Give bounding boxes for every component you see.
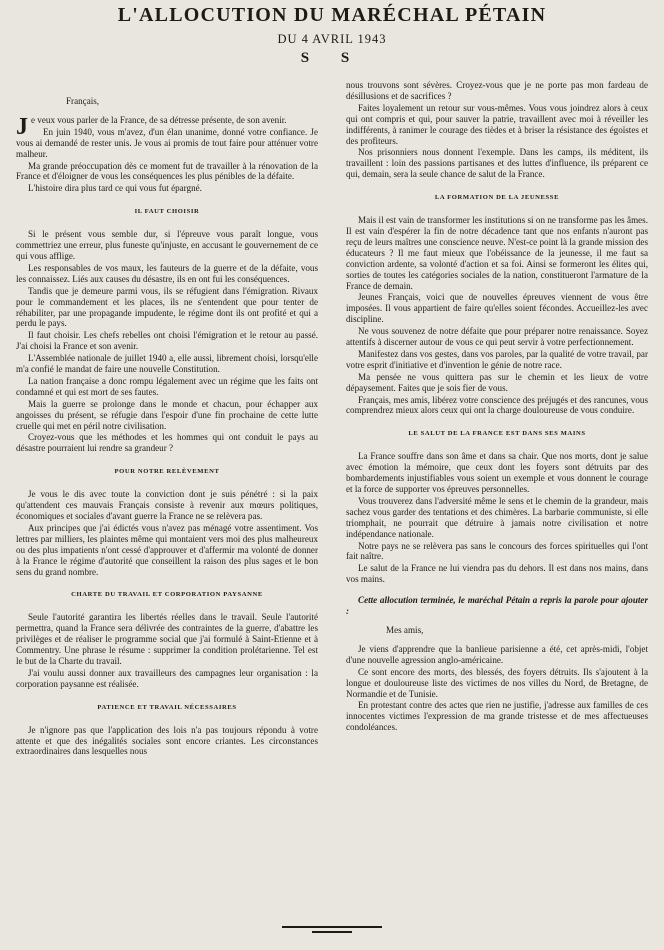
- section-heading: POUR NOTRE RELÈVEMENT: [114, 468, 220, 476]
- paragraph: Je vous le dis avec toute la conviction dont je suis pénétré : si la paix qu'attendent ces mauvais Français consiste à revenir aux mœurs politiques, économiques et sociales d'avant guerre la France ne se relèvera pas.: [16, 489, 318, 521]
- left-column: [16, 96, 318, 876]
- paragraph: Si le présent vous semble dur, si l'épreuve vous paraît longue, vous commettriez une erreur, plus funeste qu'injuste, en accusant le gouvernement de ce qui vous afflige.: [16, 229, 318, 261]
- postscript-intro: Cette allocution terminée, le maréchal Pétain a repris la parole pour ajouter :: [346, 595, 648, 617]
- paragraph: La France souffre dans son âme et dans sa chair. Que nos morts, dont je salue avec émotion la mémoire, que ceux dont les foyers sont détruits par des bombardements injustifiables vous soient un exemple et vous donnent le courage et la force de supporter vos épreuves personnelles.: [346, 451, 648, 494]
- section-heading: IL FAUT CHOISIR: [134, 208, 200, 216]
- paragraph: Jeunes Français, voici que de nouvelles épreuves viennent de vous être imposées. Il vous appartient de faire qu'elles soient fécondes. Accueillez-les avec discipline.: [346, 292, 648, 325]
- salutation: Français,: [66, 96, 100, 106]
- paragraph: Mais la guerre se prolonge dans le monde et chacun, pour échapper aux angoisses du présent, se réfugie dans l'espoir d'une fin prochaine de cette lutte cruelle qui met en péril notre civilisation.: [16, 398, 318, 431]
- paragraph-text: e veux vous parler de la France, de sa détresse présente, de son avenir.: [31, 114, 287, 125]
- paragraph: Français, mes amis, libérez votre conscience des préjugés et des rancunes, vous comprendrez mieux alors ceux qui ont la charge douloureuse de vous conduire.: [346, 394, 648, 416]
- paragraph: Mais il est vain de transformer les institutions si on ne transforme pas les âmes. Il est vain d'espérer la fin de notre décadence tant que nos enfants n'auront pas reçu de leurs maîtres une conscience neuve. N'est-ce point là la grande mission des éducateurs ? Il me faut mieux que l'obéissance de la jeunesse, il me faut sa conviction ardente, sa volonté d'action et sa foi. Ainsi se formeront les élites qui, sorties de toutes les catégories sociales de la nation, constitueront l'armature de la France de demain.: [346, 215, 648, 291]
- end-ornament-rule: [282, 924, 382, 936]
- paragraph: Ma grande préoccupation dès ce moment fut de travailler à la rénovation de la France et d'éloigner de vous les conséquences les plus pénibles de la défaite.: [16, 160, 318, 182]
- ornament: S S: [300, 50, 364, 66]
- paragraph: En protestant contre des actes que rien ne justifie, j'adresse aux familles de ces innocentes victimes l'expression de ma grande tristesse et de mes affectueuses condoléances.: [346, 700, 648, 733]
- paragraph: Il faut choisir. Les chefs rebelles ont choisi l'émigration et le retour au passé. J'ai choisi la France et son avenir.: [16, 330, 318, 352]
- paragraph: La nation française a donc rompu légalement avec un régime que les faits ont condamné et qui est mort de ses fautes.: [16, 375, 318, 397]
- paragraph: L'Assemblée nationale de juillet 1940 a, elle aussi, librement choisi, lorsqu'elle m'a confié le mandat de faire une nouvelle Constitution.: [16, 353, 318, 375]
- paragraph: Vous trouverez dans l'adversité même le sens et le chemin de la grandeur, mais sachez vous garder des tentations et des chimères. La barbarie communiste, si elle triomphait, ne pourrait que détruire à jamais notre civilisation et notre indépendance nationale.: [346, 495, 648, 539]
- section-heading: PATIENCE ET TRAVAIL NÉCESSAIRES: [97, 703, 237, 711]
- paragraph: Notre pays ne se relèvera pas sans le concours des forces spirituelles qui l'ont fait naître.: [346, 540, 648, 562]
- article-date: DU 4 AVRIL 1943: [277, 32, 387, 46]
- paragraph: L'histoire dira plus tard ce qui vous fut épargné.: [28, 183, 202, 194]
- paragraph: Les responsables de vos maux, les fauteurs de la guerre et de la défaite, vous les connaissez. Liés aux causes du désastre, ils en ont fui les conséquences.: [16, 262, 318, 284]
- paragraph: Faites loyalement un retour sur vous-mêmes. Vous vous joindrez alors à ceux qui ont compris et qui, pour sauver la patrie, travaillent avec moi à réveiller les indifférents, à ranimer le courage des tièdes et à briser la résistance des égoïstes et des profiteurs.: [346, 102, 648, 146]
- paragraph: nous trouvons sont sévères. Croyez-vous que je ne porte pas mon fardeau de désillusions et de sacrifices ?: [346, 80, 648, 101]
- paragraph: Croyez-vous que les méthodes et les hommes qui ont conduit le pays au désastre pourraient lui rendre sa grandeur ?: [16, 432, 318, 454]
- paragraph: Ma pensée ne vous quittera pas sur le chemin et les lieux de votre dépaysement. Faites que je sois fier de vous.: [346, 371, 648, 393]
- section-heading: LA FORMATION DE LA JEUNESSE: [434, 194, 560, 202]
- salutation-amis: Mes amis,: [386, 624, 424, 635]
- paragraph: Ce sont encore des morts, des blessés, des foyers détruits. Ils s'ajoutent à la longue et douloureuse liste des victimes de nos villes du Nord, de Bretagne, de Normandie et de Tunisie.: [346, 666, 648, 699]
- paragraph: Seule l'autorité garantira les libertés réelles dans le travail. Seule l'autorité permettra, quand la France sera délivrée des contraintes de la guerre, d'abattre les privilèges et de réaliser le programme social que j'ai formulé à Saint-Etienne et à Commentry. Une phrase le résume : supprimer la condition prolétarienne. Tel est le but de la Charte du travail.: [16, 612, 318, 666]
- article-title: L'ALLOCUTION DU MARÉCHAL PÉTAIN: [117, 4, 547, 26]
- paragraph: En juin 1940, vous m'avez, d'un élan unanime, donné votre confiance. Je vous ai demandé de rester unis. Je vous ai promis de tout faire pour atténuer votre malheur.: [16, 126, 318, 159]
- paragraph: Aux principes que j'ai édictés vous n'avez pas ménagé votre assentiment. Vos lettres par milliers, les plaintes même qui montaient vers moi des plus malheureux ou des plus impatients n'ont cessé d'approuver et d'affermir ma volonté de donner à la France le régime d'autorité que conseillent la raison des plus sages et le bon sens du grand nombre.: [16, 522, 318, 577]
- right-column: [346, 80, 648, 820]
- paragraph: Tandis que je demeure parmi vous, ils se réfugient dans l'émigration. Rivaux pour le commandement et les places, ils ne s'entendent que pour tenter de réhabiliter, par une propagande impudente, le régime dont ils ont profité et qui a perdu le pays.: [16, 285, 318, 329]
- paragraph: Je viens d'apprendre que la banlieue parisienne a été, cet après-midi, l'objet d'une nouvelle agression anglo-américaine.: [346, 643, 648, 665]
- section-heading: CHARTE DU TRAVAIL ET CORPORATION PAYSANNE: [71, 591, 263, 599]
- paragraph: Nos prisonniers nous donnent l'exemple. Dans les camps, ils méditent, ils travaillent : loin des passions partisanes et des luttes d'influence, ils préparent ce qui, demain, sera la seule chance de salut de la France.: [346, 147, 648, 180]
- drop-cap: J: [16, 113, 28, 140]
- paragraph: Le salut de la France ne lui viendra pas du dehors. Il est dans nos mains, dans vos mains.: [346, 563, 648, 585]
- paragraph: Manifestez dans vos gestes, dans vos paroles, par la qualité de votre travail, par votre esprit d'initiative et d'invention le génie de notre race.: [346, 348, 648, 370]
- paragraph: [16, 113, 318, 140]
- paragraph: Ne vous souvenez de notre défaite que pour préparer notre renaissance. Soyez attentifs à discerner autour de vous ce qui peut servir à votre perfectionnement.: [346, 326, 648, 348]
- paragraph: J'ai voulu aussi donner aux travailleurs des campagnes leur organisation : la corporation paysanne est réalisée.: [16, 667, 318, 689]
- paragraph: Je n'ignore pas que l'application des lois n'a pas toujours répondu à votre attente et que des inégalités sociales sont encore criantes. Les circonstances extraordinaires dans lesquelles nous: [16, 724, 318, 757]
- section-heading: LE SALUT DE LA FRANCE EST DANS SES MAINS: [408, 430, 586, 438]
